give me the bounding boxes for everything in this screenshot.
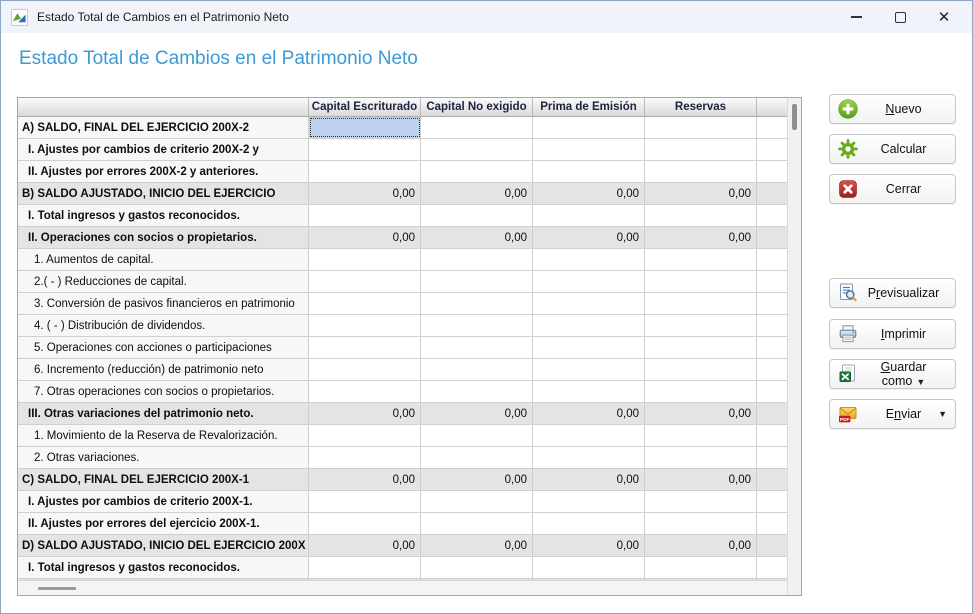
nuevo-label: Nuevo [885,102,922,116]
grid-cell[interactable] [645,315,757,336]
grid-cell[interactable] [645,557,757,578]
table-row [18,227,787,249]
grid-cell: 0,00 [421,403,533,424]
cerrar-button[interactable] [829,174,956,204]
grid-cell-partial [757,513,787,534]
row-label: B) SALDO AJUSTADO, INICIO DEL EJERCICIO [18,183,309,204]
guardar-como-button[interactable] [829,359,956,389]
equity-grid [17,97,802,596]
grid-cell[interactable] [533,139,645,160]
table-row [18,447,787,469]
row-label: 7. Otras operaciones con socios o propietarios. [18,381,309,402]
grid-cell[interactable] [533,117,645,138]
imprimir-label: Imprimir [880,327,927,341]
grid-cell[interactable] [533,447,645,468]
grid-cell[interactable] [309,139,421,160]
excel-icon [837,363,859,385]
column-header: Prima de Emisión [533,98,645,116]
grid-cell[interactable] [309,513,421,534]
grid-cell[interactable] [645,381,757,402]
table-row [18,293,787,315]
row-label: II. Ajustes por errores 200X-2 y anteriores. [18,161,309,182]
grid-cell: 0,00 [309,403,421,424]
window-title: Estado Total de Cambios en el Patrimonio Neto [37,10,289,24]
grid-cell: 0,00 [533,469,645,490]
imprimir-button[interactable] [829,319,956,349]
row-label: II. Operaciones con socios o propietarios. [18,227,309,248]
grid-cell[interactable] [533,359,645,380]
row-label: I. Ajustes por cambios de criterio 200X-1. [18,491,309,512]
close-icon: ✕ [937,8,951,26]
table-row [18,183,787,205]
row-label: I. Total ingresos y gastos reconocidos. [18,557,309,578]
calcular-label: Calcular [880,142,927,156]
previsualizar-button[interactable] [829,278,956,308]
row-label: D) SALDO AJUSTADO, INICIO DEL EJERCICIO 200X [18,535,309,556]
grid-cell[interactable] [421,249,533,270]
horizontal-scrollbar[interactable] [18,580,787,595]
grid-cell[interactable] [309,425,421,446]
grid-cell[interactable] [421,425,533,446]
grid-cell[interactable] [645,425,757,446]
enviar-label: Enviar [885,407,922,421]
grid-cell[interactable] [309,249,421,270]
table-row [18,359,787,381]
row-label: C) SALDO, FINAL DEL EJERCICIO 200X-1 [18,469,309,490]
grid-cell-partial [757,337,787,358]
grid-cell-partial [757,161,787,182]
grid-cell[interactable] [645,491,757,512]
grid-cell[interactable] [421,205,533,226]
vertical-scrollbar[interactable] [787,98,801,595]
table-row [18,337,787,359]
table-row [18,403,787,425]
grid-cell-partial [757,139,787,160]
table-row [18,117,787,139]
printer-icon [837,323,859,345]
grid-cell[interactable] [309,271,421,292]
grid-cell[interactable] [533,161,645,182]
row-label: 2.( - ) Reducciones de capital. [18,271,309,292]
minimize-icon [851,16,862,17]
grid-cell[interactable] [421,293,533,314]
preview-icon [837,282,859,304]
grid-cell[interactable] [645,271,757,292]
grid-cell[interactable] [645,161,757,182]
grid-cell[interactable] [533,425,645,446]
row-label: 6. Incremento (reducción) de patrimonio neto [18,359,309,380]
table-row [18,535,787,557]
grid-cell: 0,00 [421,183,533,204]
grid-cell[interactable] [645,293,757,314]
grid-cell-partial [757,557,787,578]
grid-body [18,117,787,580]
row-label: II. Ajustes por errores del ejercicio 200X-1. [18,513,309,534]
grid-cell[interactable] [309,161,421,182]
grid-cell[interactable] [421,117,533,138]
table-row [18,425,787,447]
mail-pdf-icon [837,403,859,425]
grid-cell: 0,00 [645,183,757,204]
grid-cell[interactable] [421,139,533,160]
grid-cell-partial [757,425,787,446]
row-label: III. Otras variaciones del patrimonio neto. [18,403,309,424]
grid-cell[interactable] [309,337,421,358]
grid-cell[interactable] [533,271,645,292]
grid-cell: 0,00 [645,469,757,490]
close-button[interactable] [922,1,966,33]
grid-cell[interactable] [421,359,533,380]
grid-cell[interactable] [533,293,645,314]
horizontal-scrollbar-thumb[interactable] [38,587,76,590]
grid-cell[interactable] [421,337,533,358]
grid-cell[interactable] [533,337,645,358]
grid-cell-partial [757,447,787,468]
row-label: I. Total ingresos y gastos reconocidos. [18,205,309,226]
grid-cell-partial [757,491,787,512]
grid-cell-partial [757,469,787,490]
grid-cell[interactable] [645,447,757,468]
grid-cell[interactable] [309,381,421,402]
minimize-button[interactable] [834,1,878,33]
grid-cell[interactable] [309,447,421,468]
maximize-button[interactable] [878,1,922,33]
grid-cell: 0,00 [645,227,757,248]
grid-cell[interactable] [421,271,533,292]
grid-cell[interactable] [645,117,757,138]
calcular-button[interactable] [829,134,956,164]
row-label: 1. Movimiento de la Reserva de Revalorización. [18,425,309,446]
app-logo-icon [11,9,28,26]
table-row [18,161,787,183]
grid-cell: 0,00 [309,183,421,204]
grid-cell: 0,00 [645,535,757,556]
grid-cell: 0,00 [421,535,533,556]
page-title: Estado Total de Cambios en el Patrimonio Neto [19,48,418,69]
plus-icon [837,98,859,120]
grid-cell[interactable] [645,205,757,226]
nuevo-button[interactable] [829,94,956,124]
gear-icon [837,138,859,160]
column-header: Reservas [645,98,757,116]
column-header: Capital Escriturado [309,98,421,116]
table-row [18,469,787,491]
row-label: I. Ajustes por cambios de criterio 200X-2 y [18,139,309,160]
grid-cell: 0,00 [533,535,645,556]
grid-cell[interactable] [533,513,645,534]
grid-cell[interactable] [645,337,757,358]
grid-cell: 0,00 [421,469,533,490]
row-label: 5. Operaciones con acciones o participaciones [18,337,309,358]
grid-cell: 0,00 [533,227,645,248]
grid-cell-partial [757,117,787,138]
grid-cell: 0,00 [645,403,757,424]
grid-cell[interactable] [645,139,757,160]
grid-cell-partial [757,249,787,270]
grid-cell: 0,00 [533,403,645,424]
row-label-column-header [18,98,309,116]
selected-grid-cell[interactable] [309,117,421,138]
grid-cell[interactable] [309,205,421,226]
grid-cell-partial [757,359,787,380]
grid-cell[interactable] [421,315,533,336]
grid-cell: 0,00 [309,469,421,490]
row-label: 4. ( - ) Distribución de dividendos. [18,315,309,336]
grid-cell-partial [757,381,787,402]
row-label: A) SALDO, FINAL DEL EJERCICIO 200X-2 [18,117,309,138]
grid-cell: 0,00 [309,535,421,556]
grid-cell[interactable] [309,315,421,336]
grid-cell[interactable] [645,513,757,534]
close-icon [837,178,859,200]
table-row [18,491,787,513]
grid-cell[interactable] [309,293,421,314]
grid-cell-partial [757,227,787,248]
grid-cell-partial [757,535,787,556]
grid-cell-partial [757,205,787,226]
grid-cell: 0,00 [421,227,533,248]
grid-cell[interactable] [421,161,533,182]
grid-cell[interactable] [645,359,757,380]
grid-cell[interactable] [533,557,645,578]
row-label: 3. Conversión de pasivos financieros en patrimonio [18,293,309,314]
table-row [18,557,787,579]
table-row [18,381,787,403]
table-row [18,249,787,271]
grid-cell-partial [757,315,787,336]
titlebar [1,1,972,33]
grid-cell-partial [757,403,787,424]
table-row [18,139,787,161]
grid-cell[interactable] [533,491,645,512]
grid-cell[interactable] [645,249,757,270]
grid-cell-partial [757,183,787,204]
grid-cell[interactable] [533,249,645,270]
vertical-scrollbar-thumb[interactable] [792,104,797,130]
grid-cell[interactable] [421,381,533,402]
grid-cell[interactable] [421,491,533,512]
grid-cell[interactable] [421,447,533,468]
row-label: 2. Otras variaciones. [18,447,309,468]
table-row [18,315,787,337]
guardar-como-label: Guardar como ▼ [880,360,927,388]
grid-header-row [18,98,787,117]
dropdown-arrow-icon: ▼ [938,409,947,419]
table-row [18,271,787,293]
grid-cell[interactable] [533,205,645,226]
grid-cell[interactable] [309,491,421,512]
grid-cell-partial [757,293,787,314]
enviar-button[interactable] [829,399,956,429]
grid-cell[interactable] [533,381,645,402]
svg-text:PDF: PDF [839,417,850,423]
grid-cell[interactable] [421,513,533,534]
grid-cell-partial [757,271,787,292]
row-label: 1. Aumentos de capital. [18,249,309,270]
column-header-partial [757,98,787,116]
grid-cell[interactable] [533,315,645,336]
grid-cell[interactable] [421,557,533,578]
cerrar-label: Cerrar [885,182,922,196]
grid-cell[interactable] [309,557,421,578]
previsualizar-label: Previsualizar [867,286,940,300]
grid-cell[interactable] [309,359,421,380]
column-header: Capital No exigido [421,98,533,116]
grid-cell: 0,00 [309,227,421,248]
table-row [18,205,787,227]
grid-cell: 0,00 [533,183,645,204]
maximize-icon [895,12,906,23]
table-row [18,513,787,535]
dropdown-arrow-icon: ▼ [916,377,926,387]
